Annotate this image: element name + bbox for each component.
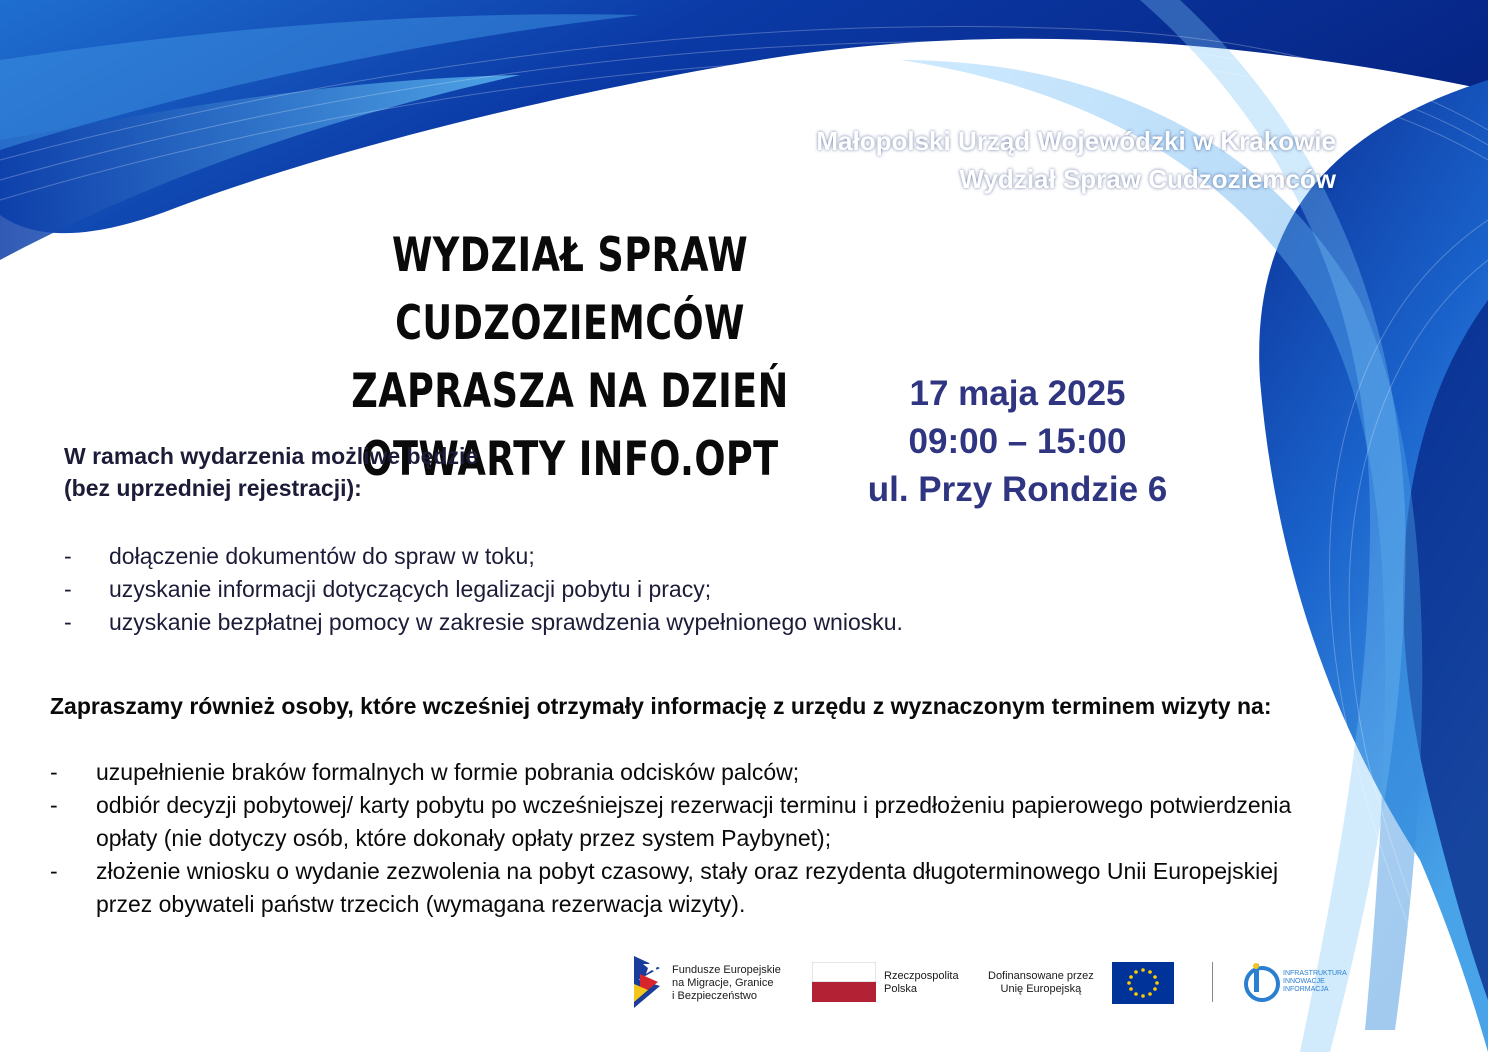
- logo-divider: [1212, 962, 1213, 1002]
- polish-flag-icon: [812, 962, 876, 1002]
- logo-strip: [0, 950, 1365, 1028]
- eu-flag-icon: [1112, 962, 1174, 1004]
- intro-text: [64, 440, 478, 504]
- iii-logo-text: INFRASTRUKTURA INNOWACJE INFORMACJA: [1283, 970, 1347, 993]
- department-name: Wydział Spraw Cudzoziemców: [959, 164, 1336, 194]
- list-item: - uzyskanie informacji dotyczących legalizacji pobytu i pracy;: [64, 573, 903, 606]
- polish-republic-text: Rzeczpospolita Polska: [884, 970, 959, 995]
- scheduled-services-list: [50, 756, 1320, 921]
- event-info: [820, 370, 1215, 514]
- event-address: ul. Przy Rondzie 6: [867, 470, 1168, 509]
- walk-in-services-list: [64, 540, 903, 639]
- title-line-1: WYDZIAŁ SPRAW CUDZOZIEMCÓW: [391, 228, 749, 351]
- list-item: - uzyskanie bezpłatnej pomocy w zakresie sprawdzenia wypełnionego wniosku.: [64, 606, 903, 639]
- intro-line-1: W ramach wydarzenia możliwe będzie: [64, 443, 479, 469]
- office-name: Małopolski Urząd Wojewódzki w Krakowie: [816, 126, 1336, 156]
- list-item: - uzupełnienie braków formalnych w formie pobrania odcisków palców;: [50, 756, 1320, 789]
- event-time: 09:00 – 15:00: [908, 422, 1127, 461]
- event-date: 17 maja 2025: [909, 374, 1126, 413]
- invite-text: Zapraszamy również osoby, które wcześniej otrzymały informację z urzędu z wyznaczonym terminem wizyty na:: [50, 693, 1272, 719]
- office-header: [816, 122, 1336, 198]
- list-item: - odbiór decyzji pobytowej/ karty pobytu po wcześniejszej rezerwacji terminu i przedłożeniu papierowego potwierdzenia opłaty (nie dotyczy osób, które dokonały opłaty przez system Paybynet);: [50, 789, 1320, 855]
- eu-funds-text: Fundusze Europejskie na Migracje, Granice i Bezpieczeństwo: [672, 964, 781, 1002]
- title-line-2: ZAPRASZA NA DZIEŃ OTWARTY INFO.OPT: [351, 364, 789, 487]
- iii-logo-icon: [1242, 960, 1282, 1004]
- eu-cofunded-text: Dofinansowane przez Unię Europejską: [988, 970, 1094, 995]
- list-item: - złożenie wniosku o wydanie zezwolenia na pobyt czasowy, stały oraz rezydenta długoterminowego Unii Europejskiej przez obywateli państw trzecich (wymagana rezerwacja wizyty).: [50, 855, 1320, 921]
- intro-line-2: (bez uprzedniej rejestracji):: [64, 475, 362, 501]
- list-item: - dołączenie dokumentów do spraw w toku;: [64, 540, 903, 573]
- eu-funds-logo: [634, 956, 664, 1008]
